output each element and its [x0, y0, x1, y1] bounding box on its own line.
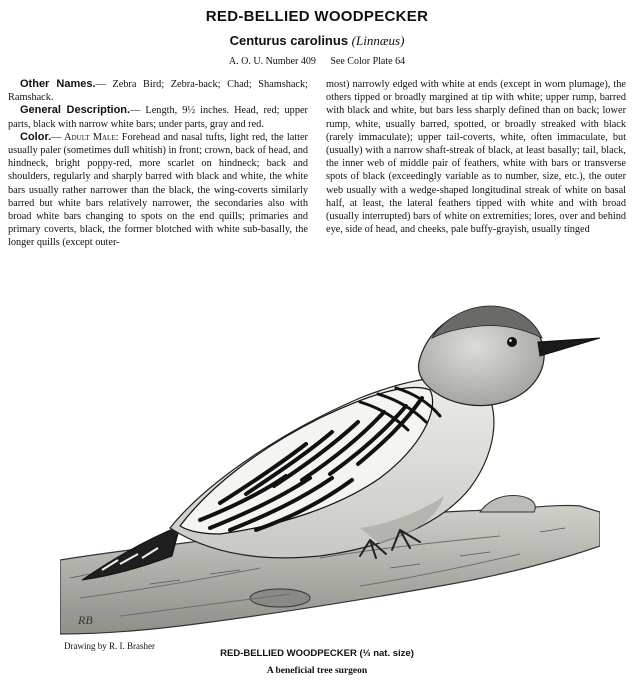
page-title: RED-BELLIED WOODPECKER — [205, 8, 429, 25]
color-text-right: most) narrowly edged with white at ends (except in worn plumage), the others tipped or broadly margined at tip with white; upper rump, barred with black and white, but bars less sharply defined than on back; lower rump, white, usually barred, spotted, or broadly streaked with black (rarely immaculate); upper tail-coverts, white, often immaculate, but (usually) with a narrow shaft-streak of black, at least basally; tail, black, the inner web of middle pair of feathers, white with bars or transverse spots of black (exceedingly variable as to number, size, etc.), the outer web usually with a wedge-shaped longitudinal streak of white on basal half, at least, the lateral feathers tipped with white and with broad (usually interrupted) bars of white on extremities; lores, over and behind eye, side of head, and cheeks, pale buffy-grayish, usually tinged — [326, 79, 626, 236]
bird-eye-highlight — [509, 339, 512, 342]
other-names-text: — Zebra Bird; Zebra-back; Chad; Shamshack; Ramshack. — [8, 79, 309, 104]
color-paragraph — [8, 131, 308, 250]
text-column-left — [8, 78, 308, 250]
aou-number: A. O. U. Number 409 — [228, 56, 316, 67]
plate-reference: See Color Plate 64 — [330, 56, 406, 67]
artist-initials: RB — [78, 613, 93, 627]
branch-stub — [480, 496, 535, 512]
color-sex-label: — Adult Male: — [51, 131, 119, 143]
text-column-right — [326, 78, 626, 236]
bird-beak — [538, 338, 600, 356]
general-description-text: — Length, 9½ inches. Head, red; upper parts, black with narrow white bars; under parts, gray and red. — [8, 105, 308, 130]
other-names-paragraph — [8, 78, 308, 104]
bird-eye — [507, 337, 517, 347]
figure-tagline: A beneficial tree surgeon — [266, 666, 368, 676]
color-text-left: Forehead and nasal tufts, light red, the latter usually paler (sometimes dull whitish) in front; crown, back of head, and hindneck, bright poppy-red, more scarlet on hindneck; back and shoulders, regularly and sharply barred with black and white, the white bars usually rather narrower than the black, the wing-coverts similarly barred but white bars relatively narrower, the secondaries also with broad white bars changing to spots on the end quills; primaries and primary coverts, black, the former blotched with white sub-basally, the longer quills (except outer- — [8, 131, 308, 249]
color-heading: Color. — [20, 130, 52, 143]
general-description-paragraph — [8, 104, 308, 130]
scientific-name — [0, 33, 634, 49]
species-name: Centurus carolinus — [229, 33, 349, 48]
general-description-heading: General Description. — [20, 104, 131, 117]
species-authority: (Linnæus) — [351, 33, 405, 48]
other-names-heading: Other Names. — [20, 78, 96, 90]
drawing-credit: Drawing by R. I. Brasher — [64, 641, 155, 651]
reference-line — [0, 56, 634, 67]
figure-caption: RED-BELLIED WOODPECKER (⅓ nat. size) — [220, 648, 414, 659]
woodpecker-illustration — [60, 298, 600, 636]
